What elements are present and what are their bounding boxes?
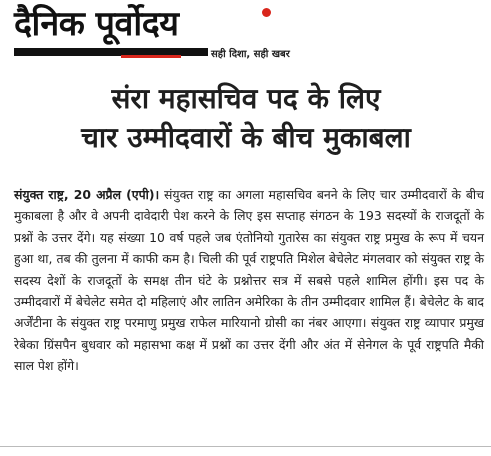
headline-line-2: चार उम्मीदवारों के बीच मुकाबला xyxy=(81,121,411,154)
logo-red-accent xyxy=(121,55,181,58)
logo-dot-icon xyxy=(262,8,271,17)
newspaper-logo: दैनिक पूर्वोदय xyxy=(14,4,179,44)
headline-line-1: संरा महासचिव पद के लिए xyxy=(111,82,381,115)
masthead xyxy=(8,2,483,74)
article-body xyxy=(14,184,484,377)
bottom-divider xyxy=(0,446,491,447)
article-headline xyxy=(10,80,482,158)
article-text: संयुक्त राष्ट्र का अगला महासचिव बनने के लिए चार उम्मीदवारों के बीच मुकाबला है और वे अपनी दावेदारी पेश करने के लिए इस सप्ताह संगठन के 193 सदस्यों के राजदूतों के प्रश्नों के उत्तर देंगे। यह संख्या 10 वर्ष पहले जब एंतोनियो गुतारेस का संयुक्त राष्ट्र प्रमुख के रूप में चयन हुआ था, तब की तुलना में काफी कम है। चिली की पूर्व राष्ट्रपति मिशेल बेचेलेट मंगलवार को संयुक्त राष्ट्र के सदस्य देशों के राजदूतों के समक्ष तीन घंटे के प्रश्नोत्तर सत्र में सबसे पहले शामिल होंगी। इस पद के उम्मीदवारों में बेचेलेट समेत दो महिलाएं और लातिन अमेरिका के तीन उम्मीदवार शामिल हैं। बेचेलेट के बाद अर्जेंटीना के संयुक्त राष्ट्र परमाणु प्रमुख राफेल मारियानो ग्रोसी का नंबर आएगा। संयुक्त राष्ट्र व्यापार प्रमुख रेबेका ग्रिंसपैन बुधवार को महासभा कक्ष में प्रश्नों का उत्तर देंगी और अंत में सेनेगल के पूर्व राष्ट्रपति मैकी साल पेश होंगे। xyxy=(14,187,484,374)
masthead-tagline: सही दिशा, सही खबर xyxy=(208,46,293,60)
article-dateline: संयुक्त राष्ट्र, 20 अप्रैल (एपी)। xyxy=(14,187,160,202)
